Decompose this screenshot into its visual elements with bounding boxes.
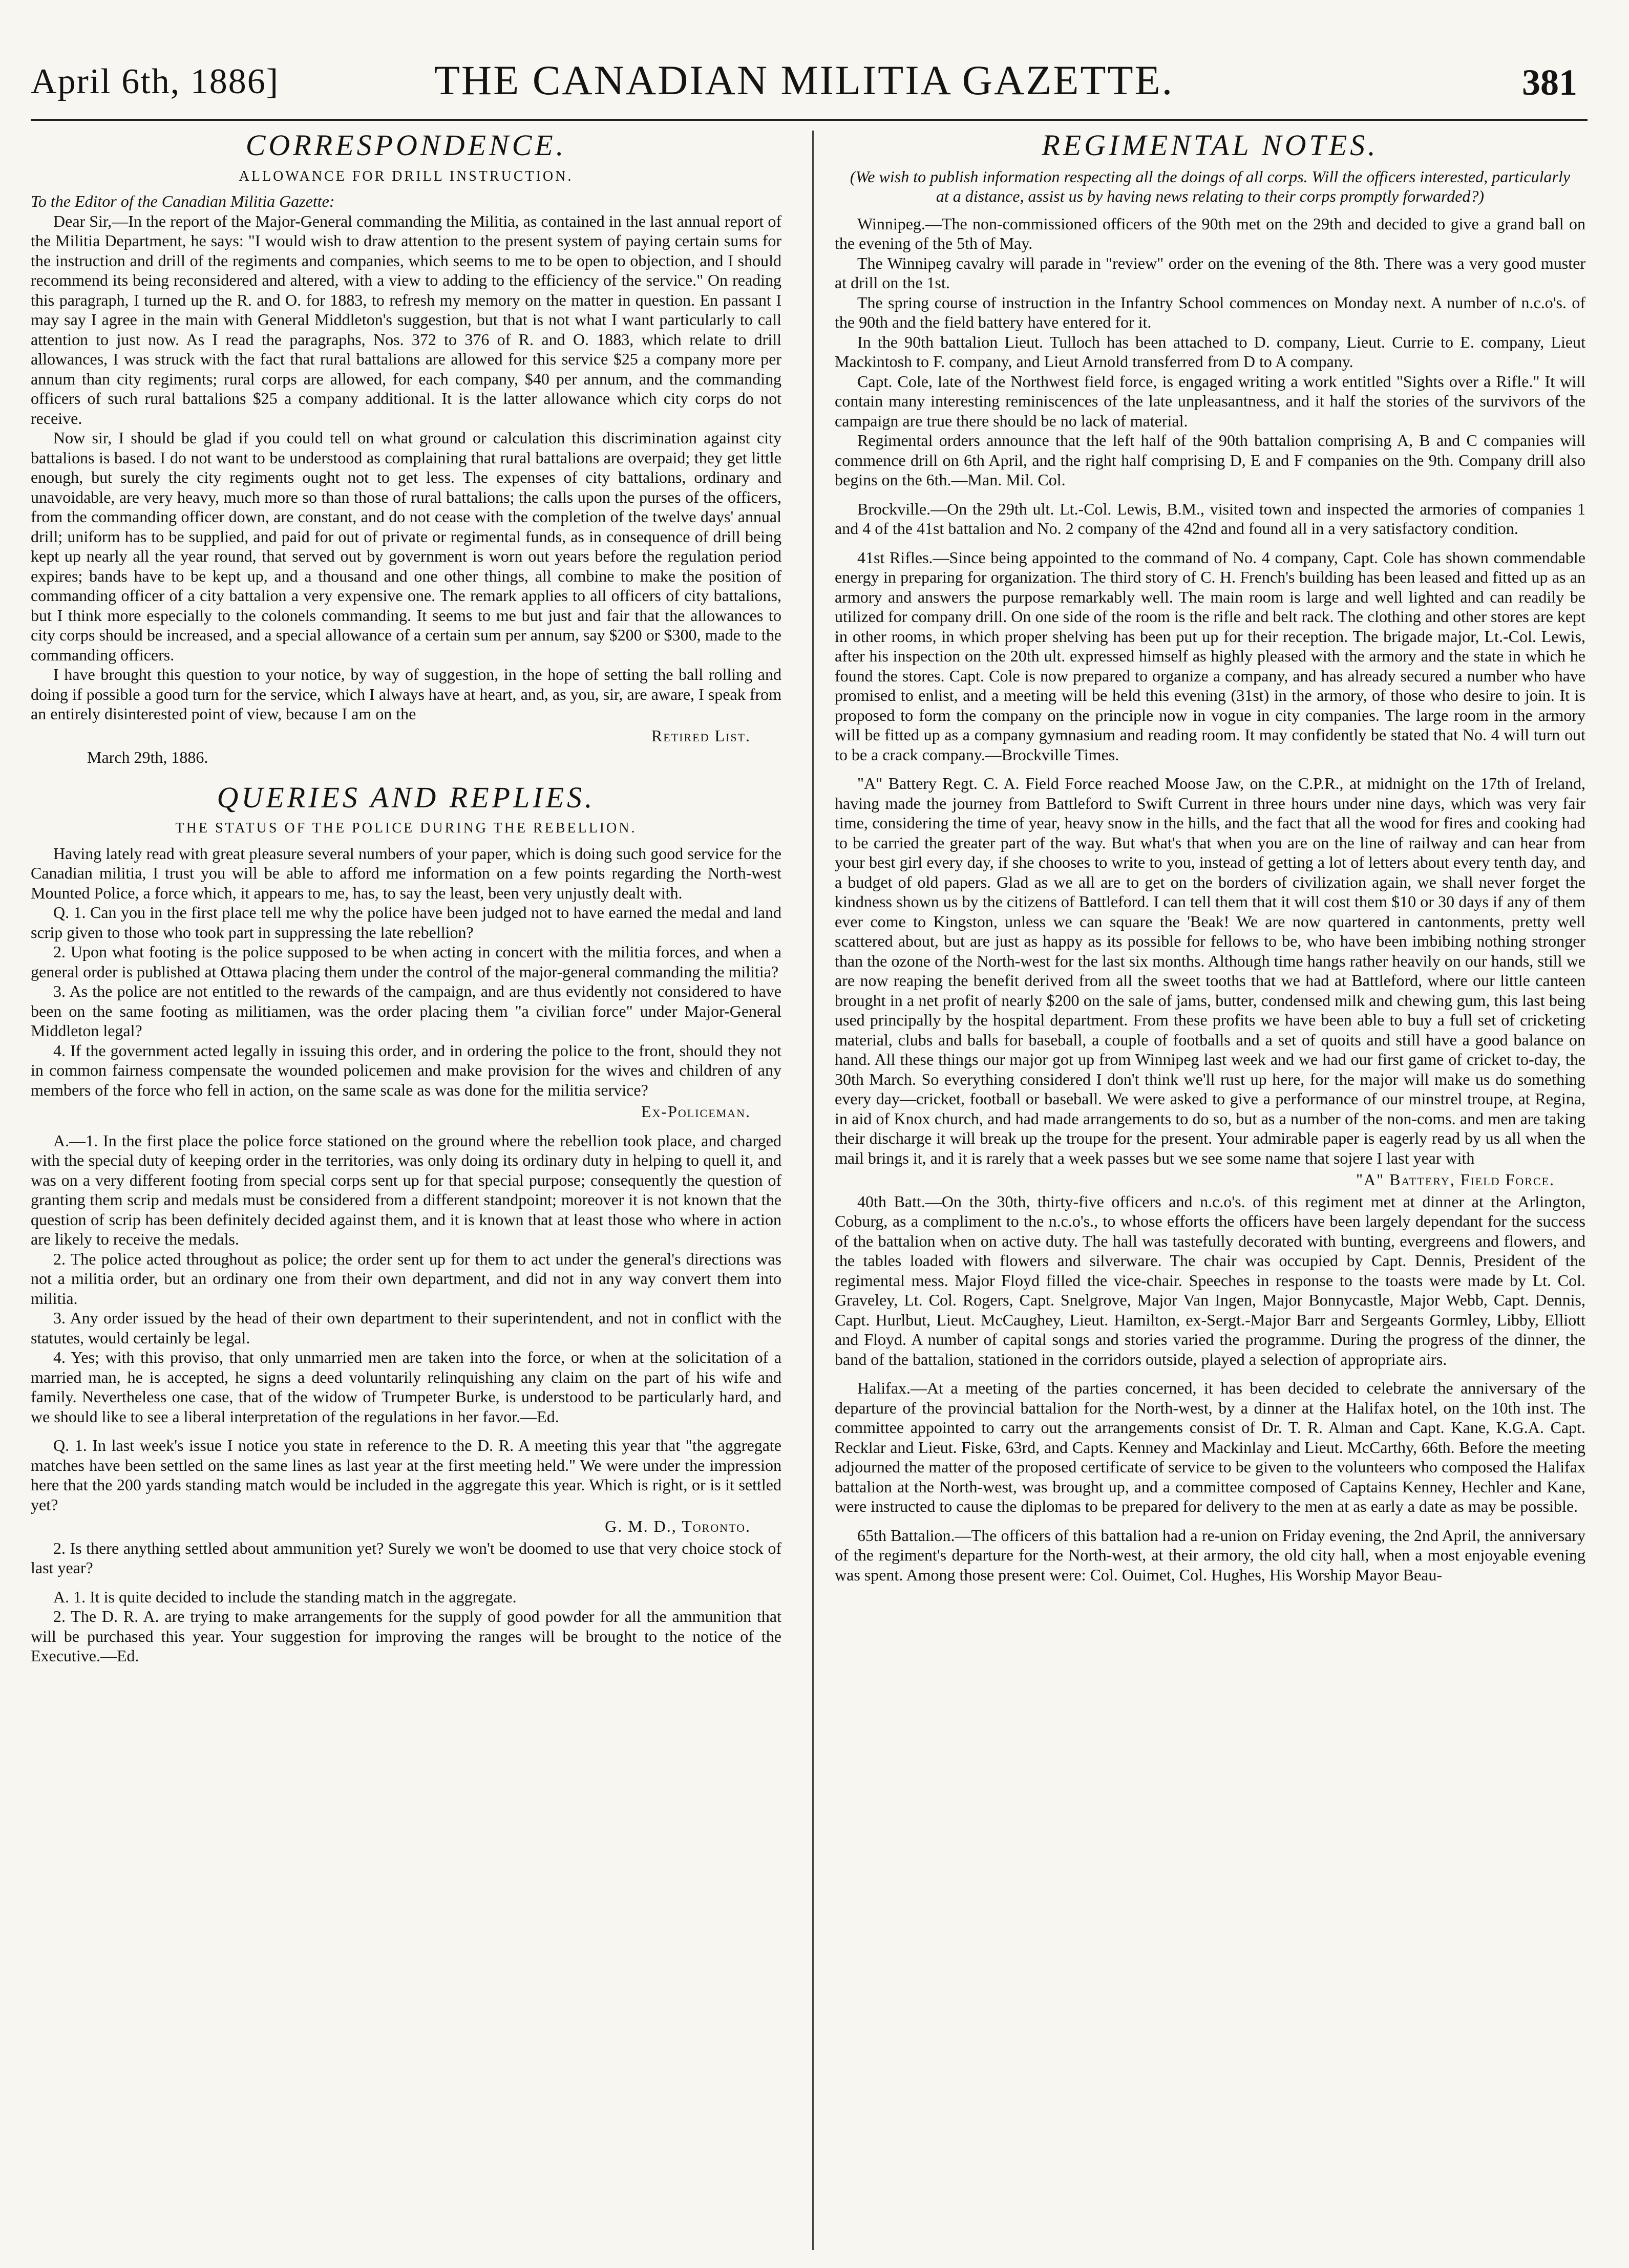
query-paragraph: Having lately read with great pleasure several numbers of your paper, which is doing such good service for the Canadian militia, I trust you will be able to afford me information on a few points regarding the North-west Mounted Police, a force which, it appears to me, has, to say the least, been very unjustly dealt with. — [31, 844, 781, 902]
letter-paragraph: I have brought this question to your notice, by way of suggestion, in the hope of setting the ball rolling and doing if possible a good turn for the service, which I always have at heart, and, as you, sir, are aware, I speak from an entirely disinterested point of view, because I am on the — [31, 665, 781, 723]
note-paragraph: 41st Rifles.—Since being appointed to the command of No. 4 company, Capt. Cole has shown commendable energy in preparing for organization. The third story of C. H. French's building has been leased and fitted up as an armory and answers the purpose remarkably well. The main room is large and well lighted and can readily be utilized for company drill. On one side of the room is the rifle and belt rack. The clothing and other stores are kept in other rooms, in which proper shelving has been put up for their reception. The brigade major, Lt.-Col. Lewis, after his inspection on the 20th ult. expressed himself as highly pleased with the armory and the state in which he found the stores. Capt. Cole is now prepared to organize a company, and has already secured a number who have promised to enlist, and a meeting will be held this evening (31st) in the armory, of those who desire to join. It is proposed to form the company on the principle now in vogue in city companies. The large room in the armory will be fitted up as a company gymnasium and reading room. It may confidently be stated that No. 4 will turn out to be a crack company.—Brockville Times. — [835, 548, 1585, 764]
query-paragraph: Q. 1. In last week's issue I notice you state in reference to the D. R. A meeting this year that "the aggregate matches have been settled on the same lines as last year at the first meeting held." We were under the impression here that the 200 yards standing match would be included in the aggregate this year. Which is right, or is it settled yet? — [31, 1436, 781, 1514]
right-column — [835, 131, 1585, 1585]
issue-date: April 6th, 1886] — [31, 62, 280, 101]
letter-paragraph: Now sir, I should be glad if you could tell on what ground or calculation this discrimination against city battalions is based. I do not want to be understood as complaining that rural battalions are overpaid; they get little enough, but surely the city regiments ought not to get less. The expenses of city battalions, ordinary and unavoidable, are very heavy, much more so than those of rural battalions; the calls upon the purses of the officers, from the commanding officer down, are constant, and do not cease with the completion of the twelve days' annual drill; uniform has to be supplied, and paid for out of private or regimental funds, as in consequence of drill being kept up nearly all the year round, that served out by government is worn out years before the regulation period expires; bands have to be kept up, and a thousand and one other things, all combine to make the position of commanding officer of a city battalion a very expensive one. The remark applies to all officers of city battalions, but I think more especially to the colonels commanding. It seems to me but just and fair that the allowances to city corps should be increased, and a special allowance of a certain sum per annum, say $200 or $300, made to the commanding officers. — [31, 429, 781, 664]
query-paragraph: 4. If the government acted legally in issuing this order, and in ordering the police to the front, should they not in common fairness compensate the wounded policemen and make provision for the wives and children of any members of the force who fell in action, on the same scale as was done for the militia service? — [31, 1041, 781, 1099]
masthead-title: THE CANADIAN MILITIA GAZETTE. — [434, 57, 1174, 103]
note-paragraph: 65th Battalion.—The officers of this battalion had a re-union on Friday evening, the 2nd April, the anniversary of the regiment's departure for the North-west, at their armory, the old city hall, when a most enjoyable evening was spent. Among those present were: Col. Ouimet, Col. Hughes, His Worship Mayor Beau- — [835, 1526, 1585, 1584]
queries-heading: QUERIES AND REPLIES. — [217, 780, 596, 814]
reply-paragraph: A.—1. In the first place the police force stationed on the ground where the rebellion took place, and charged with the special duty of keeping order in the territories, was only doing its ordinary duty in helping to quell it, and was on a very different footing from special corps sent up for that special purpose; consequently the question of granting them scrip and medals must be considered from a different standpoint; moreover it is not known that the question of scrip has been definitely decided against them, and it is known that at least those who where in action are likely to receive the medals. — [31, 1131, 781, 1248]
note-paragraph: Capt. Cole, late of the Northwest field force, is engaged writing a work entitled "Sights over a Rifle." It will contain many interesting reminiscences of the late unpleasantness, and it half the stories of the survivors of the campaign are true there should be no lack of material. — [835, 372, 1585, 430]
letter-paragraph: Dear Sir,—In the report of the Major-General commanding the Militia, as contained in the last annual report of the Militia Department, he says: "I would wish to draw attention to the present system of paying certain sums for the instruction and drill of the regiments and companies, which seems to me to be open to objection, and I should recommend its being reconsidered and altered, with a view to adding to the efficiency of the service." On reading this paragraph, I turned up the R. and O. for 1883, to refresh my memory on the matter in question. En passant I may say I agree in the main with General Middleton's suggestion, but that is not what I want particularly to call attention to just now. As I read the paragraphs, Nos. 372 to 376 of R. and O. 1883, which relate to drill allowances, I was struck with the fact that rural battalions are allowed for this service $25 a company more per annum than city regiments; rural corps are allowed, for each company, $40 per annum, and the commanding officers of such rural battalions $25 a company additional. It is the latter allowance which city corps do not receive. — [31, 211, 781, 427]
salutation: To the Editor of the Canadian Militia Gazette: — [31, 192, 335, 210]
note-paragraph: 40th Batt.—On the 30th, thirty-five officers and n.c.o's. of this regiment met at dinner at the Arlington, Coburg, as a compliment to the n.c.o's., to whose efforts the officers have been largely dependant for the success of the battalion when on active duty. The hall was tastefully decorated with bunting, evergreens and flowers, and the tables loaded with flowers and silverware. The chair was occupied by Capt. Dennis, President of the regimental mess. Major Floyd filled the vice-chair. Speeches in response to the toasts were made by Lt. Col. Graveley, Lt. Col. Rogers, Capt. Snelgrove, Major Van Ingen, Major Bonnycastle, Major Webb, Capt. Dennis, Capt. Hurlbut, Lieut. McCaughey, Lieut. Hamilton, ex-Sergt.-Major Barr and Sergeants Gormley, Libby, Elliott and Floyd. A number of capital songs and stories varied the programme. During the progress of the dinner, the band of the battalion, stationed in the corridors outside, played a selection of appropriate airs. — [835, 1192, 1585, 1368]
header-rule — [31, 119, 1588, 121]
query-paragraph: 3. As the police are not entitled to the rewards of the campaign, and are thus evidently not considered to have been on the same footing as militiamen, was the order placing them "a civilian force" under Major-General Middleton legal? — [31, 982, 781, 1040]
query-paragraph: 2. Upon what footing is the police supposed to be when acting in concert with the militia forces, and when a general order is published at Ottawa placing them under the control of the major-general commanding the militia? — [31, 943, 781, 981]
reply-paragraph: A. 1. It is quite decided to include the standing match in the aggregate. — [53, 1587, 517, 1606]
regimental-notes-intro: (We wish to publish information respecting all the doings of all corps. Will the officers interested, particularly at a distance, assist us by having news relating to their corps promptly forwarded?) — [850, 167, 1571, 205]
correspondence-heading: CORRESPONDENCE. — [245, 129, 567, 162]
page-header — [31, 51, 1577, 113]
reply-paragraph: 2. The D. R. A. are trying to make arrangements for the supply of good powder for all the ammunition that will be purchased this year. Your suggestion for improving the ranges will be brought to the notice of the Executive.—Ed. — [31, 1607, 781, 1665]
query-signature: Ex-Policeman. — [641, 1102, 751, 1121]
battery-signature: "A" Battery, Field Force. — [1356, 1170, 1555, 1189]
query-paragraph: 2. Is there anything settled about ammunition yet? Surely we won't be doomed to use that very choice stock of last year? — [31, 1538, 781, 1577]
reply-paragraph: 3. Any order issued by the head of their own department to their superintendent, and not in conflict with the statutes, would certainly be legal. — [31, 1309, 781, 1347]
letter-signature: Retired List. — [651, 726, 751, 745]
query-signature: G. M. D., Toronto. — [605, 1517, 751, 1535]
column-divider — [812, 131, 814, 2250]
left-column — [31, 131, 781, 1666]
letter-date: March 29th, 1886. — [87, 748, 208, 766]
note-paragraph: The spring course of instruction in the Infantry School commences on Monday next. A number of n.c.o's. of the 90th and the field battery have entered for it. — [835, 293, 1585, 331]
police-status-subheading: THE STATUS OF THE POLICE DURING THE REBELLION. — [175, 820, 637, 836]
note-paragraph: Regimental orders announce that the left half of the 90th battalion comprising A, B and C companies will commence drill on 6th April, and the right half comprising D, E and F companies on the 9th. Company drill also begins on the 6th.—Man. Mil. Col. — [835, 431, 1585, 489]
note-paragraph: "A" Battery Regt. C. A. Field Force reached Moose Jaw, on the C.P.R., at midnight on the 17th of Ireland, having made the journey from Battleford to Swift Current in three hours under nine days, which was very fair time, considering the time of year, heavy snow in the hills, and the fact that all the wood for fires and cooking had to be carried the greater part of the way. But what's that when you are on the line of railway and can hear from your best girl every day, if she chooses to write to you, instead of getting a lot of letters about every tenth day, and a budget of old papers. Glad as we all are to get on the borders of civilization again, we shall never forget the kindness shown us by the citizens of Battleford. I can tell them that it will cost them $10 or 30 days if any of them ever come to Kingston, unless we can square the 'Beak! We are now quartered in cantonments, pretty well scattered about, but are just as happy as its possible for fellows to be, who have been imbibing nothing stronger than the ozone of the North-west for the last six months. Although time hangs rather heavily on our hands, still we are now reaping the benefit derived from all the sweet tooths that we had at Battleford, where our little canteen brought in a net profit of nearly $200 on the sale of jams, butter, condensed milk and chewing gum, this last being used principally by the hospital department. From these profits we have been able to buy a full set of cricketing material, clubs and balls for baseball, a couple of footballs and a set of quoits and still have a good balance on hand. All these things our major got up from Winnipeg last week and we had our first game of cricket to-day, the 30th March. So everything considered I don't think we'll rust up here, for the major will make us do something every day—cricket, football or baseball. We were asked to give a performance of our minstrel troupe, at Regina, in aid of Knox church, and had made arrangements to do so, but as a number of the non-coms. and men are taking their discharge it will break up the troupe for the present. Your admirable paper is eagerly read by us all when the mail brings it, and it is rarely that a week passes but we see some name that sojere I last year with — [835, 774, 1585, 1167]
regimental-notes-heading: REGIMENTAL NOTES. — [1042, 129, 1379, 162]
query-paragraph: Q. 1. Can you in the first place tell me why the police have been judged not to have earned the medal and land scrip given to those who took part in suppressing the late rebellion? — [31, 903, 781, 942]
reply-paragraph: 4. Yes; with this proviso, that only unmarried men are taken into the force, or when at the solicitation of a married man, he is accepted, he signs a deed voluntarily relinquishing any claim on the part of his wife and family. Nevertheless one case, that of the widow of Trumpeter Burke, is understood to be particularly hard, and we should like to see a liberal interpretation of the regulations in her favor.—Ed. — [31, 1348, 781, 1426]
reply-paragraph: 2. The police acted throughout as police; the order sent up for them to act under the general's directions was not a militia order, but an ordinary one from their own department, and did not in any way convert them into militia. — [31, 1249, 781, 1308]
note-paragraph: The Winnipeg cavalry will parade in "review" order on the evening of the 8th. There was a very good muster at drill on the 1st. — [835, 253, 1585, 292]
note-paragraph: Brockville.—On the 29th ult. Lt.-Col. Lewis, B.M., visited town and inspected the armories of companies 1 and 4 of the 41st battalion and No. 2 company of the 42nd and found all in a very satisfactory condition. — [835, 499, 1585, 538]
note-paragraph: In the 90th battalion Lieut. Tulloch has been attached to D. company, Lieut. Currie to E. company, Lieut Mackintosh to F. company, and Lieut Arnold transferred from D to A company. — [835, 332, 1585, 371]
note-paragraph: Halifax.—At a meeting of the parties concerned, it has been decided to celebrate the anniversary of the departure of the provincial battalion for the North-west, by a dinner at the Halifax hotel, on the 10th inst. The committee appointed to carry out the arrangements consist of Dr. T. R. Alman and Capt. Kane, K.G.A. Capt. Recklar and Lieut. Fiske, 63rd, and Capts. Kenney and Mackinlay and Lieut. McCarthy, 66th. Before the meeting adjourned the matter of the proposed certificate of service to be given to the volunteers who composed the Halifax battalion at the North-west, was brought up, and a committee composed of Captains Kenney, Hechler and Kane, were instructed to cause the diplomas to be prepared for delivery to the men at as early a date as may be possible. — [835, 1379, 1585, 1515]
note-paragraph: Winnipeg.—The non-commissioned officers of the 90th met on the 29th and decided to give a grand ball on the evening of the 5th of May. — [835, 214, 1585, 252]
drill-allowance-subheading: ALLOWANCE FOR DRILL INSTRUCTION. — [239, 168, 574, 184]
page-number: 381 — [1522, 62, 1577, 103]
